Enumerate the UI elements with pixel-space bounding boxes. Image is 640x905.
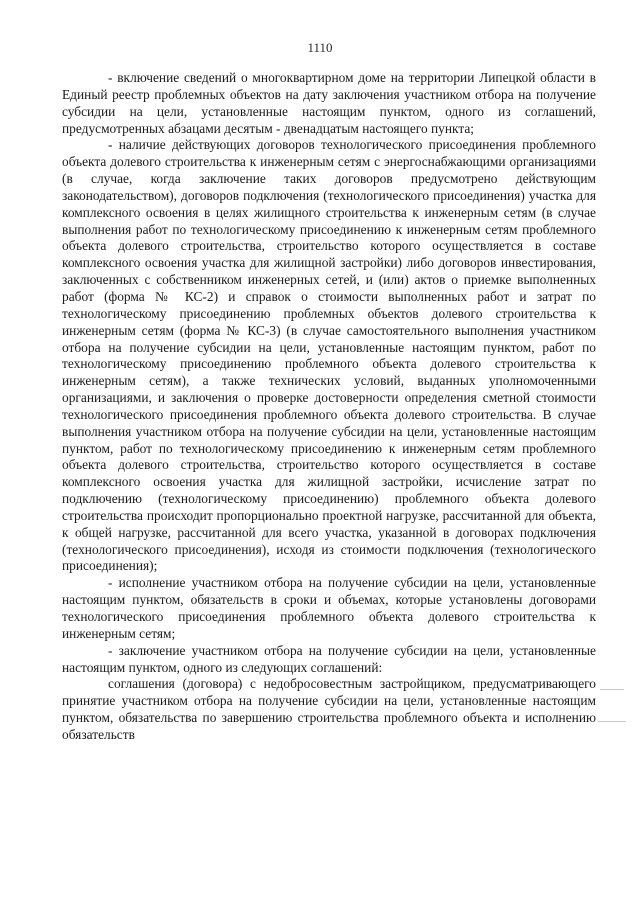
document-body	[62, 70, 596, 744]
paragraph-agreement-conclusion: - заключение участником отбора на получение субсидии на цели, установленные настоящим пунктом, одного из следующих соглашений:	[62, 642, 596, 675]
paragraph-obligations-execution: - исполнение участником отбора на получение субсидии на цели, установленные настоящим пунктом, обязательств в сроки и объемах, которые установлены договорами технологического присоединения проблемного объекта долевого строительства к инженерным сетям;	[62, 575, 596, 641]
paragraph-inclusion-registry: - включение сведений о многоквартирном доме на территории Липецкой области в Единый реестр проблемных объектов на дату заключения участником отбора на получение субсидии на цели, установленные настоящим пунктом, одного из соглашений, предусмотренных абзацами десятым - двенадцатым настоящего пункта;	[62, 70, 596, 136]
scan-artifact	[600, 689, 624, 690]
paragraph-connection-contracts: - наличие действующих договоров технологического присоединения проблемного объекта долевого строительства к инженерным сетям с энергоснабжающими организациями (в случае, когда заключение таких договоров предусмотрено действующим законодательством), договоров подключения (технологического присоединения) участка для комплексного освоения в целях жилищного строительства к инженерным сетям (в случае выполнения работ по технологическому присоединению к инженерным сетям проблемного объекта долевого строительства, строительство которого осуществляется в составе комплексного освоения участка для жилищной застройки) либо договоров инвестирования, заключенных с собственником инженерных сетей, и (или) актов о приемке выполненных работ (форма № КС-2) и справок о стоимости выполненных работ и затрат по технологическому присоединению проблемных объектов долевого строительства к инженерным сетям (форма № КС-3) (в случае самостоятельного выполнения участником отбора на получение субсидии на цели, установленные настоящим пунктом, работ по технологическому присоединению проблемного объекта долевого строительства к инженерным сетям), а также технических условий, выданных уполномоченными организациями, и заключения о проверке достоверности определения сметной стоимости технологического присоединения проблемного объекта долевого строительства. В случае выполнения участником отбора на получение субсидии на цели, установленные настоящим пунктом, работ по технологическому присоединению к инженерным сетям проблемного объекта долевого строительства, строительство которого осуществляется в составе комплексного освоения участка для жилищной застройки, исчисление затрат по подключению (технологическому присоединению) проблемного объекта долевого строительства происходит пропорционально проектной нагрузке, рассчитанной для объекта, к общей нагрузке, рассчитанной для всего участка, указанной в договорах подключения (технологического присоединения), исходя из стоимости подключения (технологического присоединения);	[62, 137, 596, 574]
scan-artifact	[598, 721, 626, 722]
page-number: 1110	[307, 40, 333, 55]
paragraph-agreement-developer: соглашения (договора) с недобросовестным застройщиком, предусматривающего принятие участником отбора на получение субсидии на цели, установленные настоящим пунктом, обязательства по завершению строительства проблемного объекта и исполнению обязательств	[62, 676, 596, 742]
